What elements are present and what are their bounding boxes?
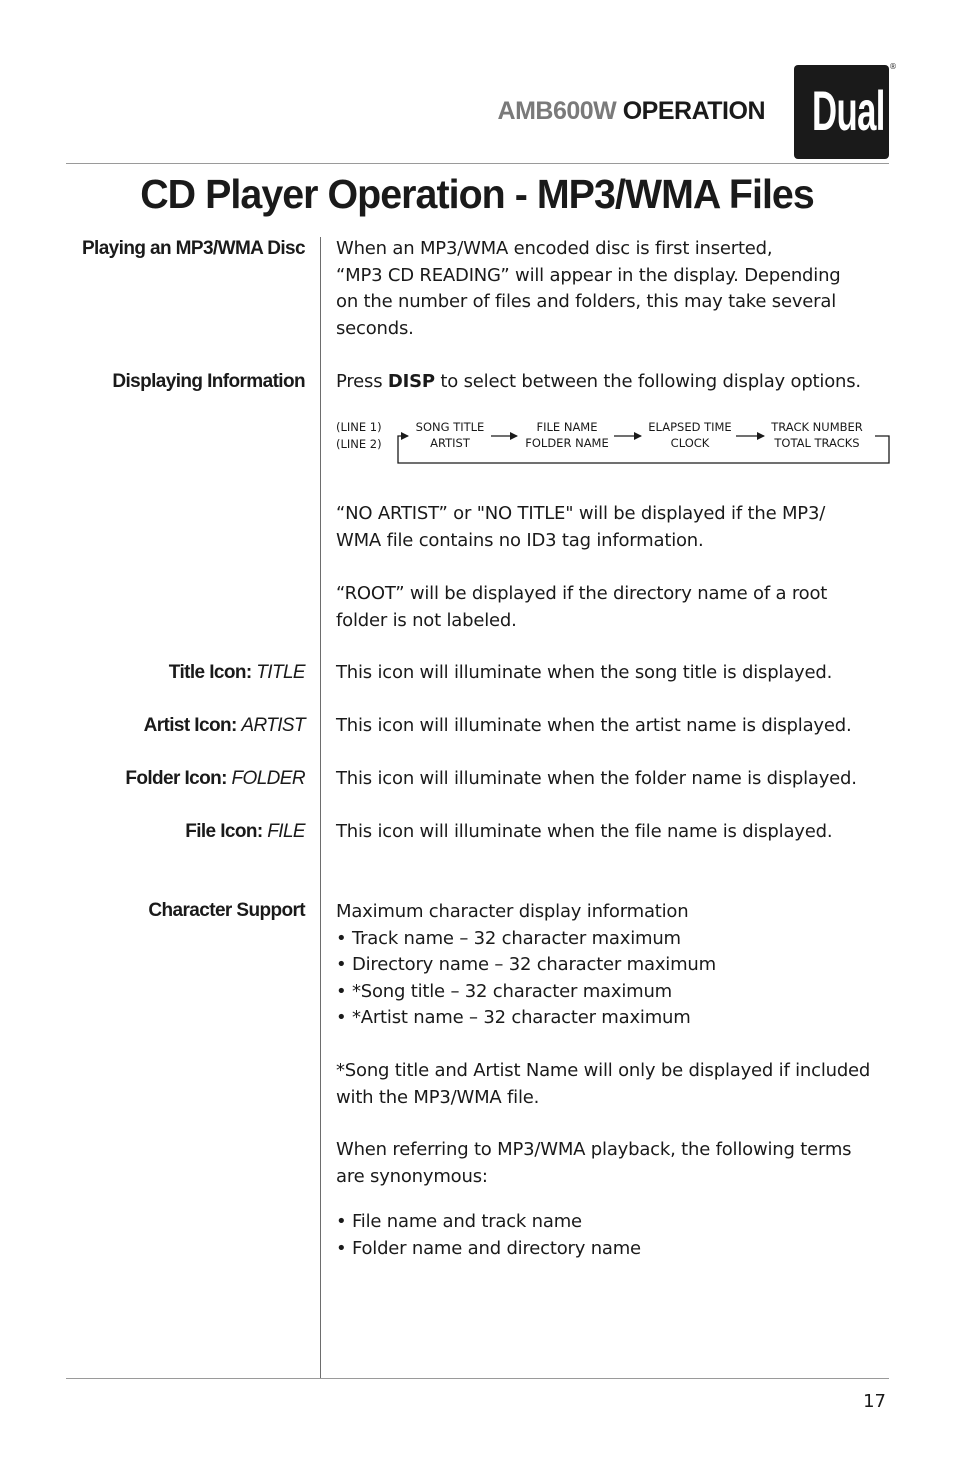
flow-arrows [0, 0, 954, 480]
label-playing: Playing an MP3/WMA Disc [81, 238, 305, 259]
file-icon-label: File Icon: [185, 821, 268, 842]
artist-icon: ARTIST [241, 715, 305, 736]
file-icon: FILE [267, 821, 305, 842]
no-artist-line: “NO ARTIST” or "NO TITLE" will be displayed if the MP3/ [336, 503, 826, 524]
playing-line: on the number of files and folders, this may take several [336, 291, 837, 312]
logo-text: Dual [812, 79, 885, 142]
character-bullet: • *Artist name – 32 character maximum [336, 1007, 691, 1028]
label-folder-icon [125, 766, 305, 792]
loop-arrow [398, 436, 889, 463]
character-intro: Maximum character display information [336, 901, 689, 922]
label-title-icon [169, 660, 305, 686]
artist-icon-label: Artist Icon: [143, 715, 242, 736]
flow-step-bottom: TOTAL TRACKS [774, 436, 860, 450]
label-file-icon [185, 819, 305, 845]
character-bullet: • Directory name – 32 character maximum [336, 954, 716, 975]
flow-step-top: ELAPSED TIME [648, 420, 732, 434]
label-displaying: Displaying Information [112, 371, 305, 392]
folder-icon-label: Folder Icon: [125, 768, 232, 789]
root-line: “ROOT” will be displayed if the directory name of a root [336, 583, 828, 604]
footer-rule [66, 1378, 889, 1379]
flow-step-top: FILE NAME [536, 420, 598, 434]
model-name: AMB600W [497, 97, 617, 125]
section-name: OPERATION [622, 97, 765, 125]
synonyms-list [336, 1209, 896, 1262]
page-title: CD Player Operation - MP3/WMA Files [140, 171, 814, 217]
flow-line1-label: (LINE 1) [336, 420, 382, 434]
folder-icon: FOLDER [231, 768, 305, 789]
no-artist-line: WMA file contains no ID3 tag information. [336, 529, 704, 551]
no-artist-text [336, 501, 896, 554]
synonym-item: • Folder name and directory name [336, 1237, 641, 1259]
root-text [336, 581, 896, 634]
flow-line2-label: (LINE 2) [336, 437, 382, 451]
artist-icon-text: This icon will illuminate when the artist name is displayed. [336, 715, 852, 736]
label-character-support: Character Support [148, 900, 305, 921]
disp-key: DISP [387, 371, 435, 392]
flow-step-bottom: ARTIST [430, 436, 470, 450]
label-artist-icon [144, 713, 305, 739]
character-bullet: • *Song title – 32 character maximum [336, 980, 673, 1002]
note-line: with the MP3/WMA file. [336, 1086, 540, 1108]
file-icon-text: This icon will illuminate when the file name is displayed. [336, 821, 833, 842]
synonyms-intro [336, 1137, 896, 1190]
synonyms-intro-line: When referring to MP3/WMA playback, the following terms [336, 1139, 852, 1160]
folder-icon-text: This icon will illuminate when the folder name is displayed. [336, 768, 857, 789]
character-note [336, 1058, 896, 1111]
playing-line: When an MP3/WMA encoded disc is first inserted, [336, 238, 773, 259]
playing-line: “MP3 CD READING” will appear in the display. Depending [336, 264, 841, 286]
title-icon-label: Title Icon: [168, 662, 257, 683]
registered-mark: ® [889, 62, 897, 71]
flow-step-top: TRACK NUMBER [771, 420, 863, 434]
note-line: *Song title and Artist Name will only be displayed if included [336, 1060, 871, 1081]
synonym-item: • File name and track name [336, 1211, 582, 1232]
playing-line: seconds. [336, 317, 414, 339]
synonyms-intro-line: are synonymous: [336, 1165, 488, 1187]
flow-step-bottom: FOLDER NAME [525, 436, 609, 450]
title-icon: TITLE [256, 662, 305, 683]
title-icon-text: This icon will illuminate when the song title is displayed. [336, 662, 833, 683]
flow-step-bottom: CLOCK [670, 436, 710, 450]
page-number: 17 [863, 1391, 886, 1412]
displaying-pre: Press [336, 371, 388, 392]
character-text [336, 899, 896, 1032]
displaying-post: to select between the following display options. [434, 371, 861, 392]
flow-step-top: SONG TITLE [415, 420, 485, 434]
character-bullet: • Track name – 32 character maximum [336, 927, 681, 949]
root-line: folder is not labeled. [336, 609, 517, 631]
